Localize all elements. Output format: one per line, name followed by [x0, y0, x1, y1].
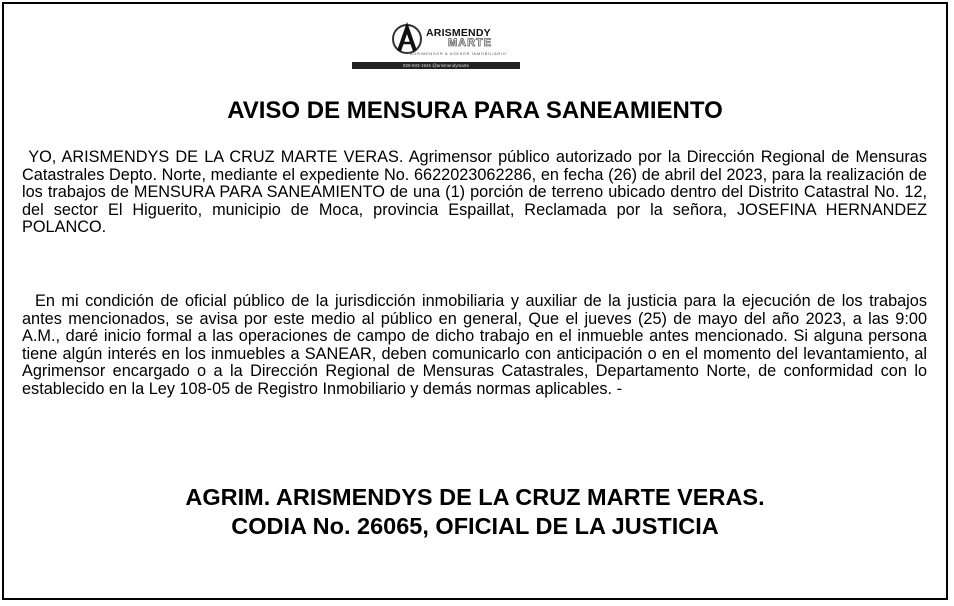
signature-name: AGRIM. ARISMENDYS DE LA CRUZ MARTE VERAS. [185, 484, 765, 510]
signature-credentials: CODIA No. 26065, OFICIAL DE LA JUSTICIA [231, 513, 719, 539]
notice-title: AVISO DE MENSURA PARA SANEAMIENTO [227, 97, 723, 124]
logo-wordmark-bottom: MARTE [448, 37, 493, 49]
logo-contact-bar: 829-933-1946 @arismendymarte [352, 62, 520, 69]
logo-tagline: AGRIMENSOR & ASESOR INMOBILIARIO [410, 51, 507, 56]
company-logo [352, 20, 520, 70]
logo-wordmark-top: ARISMENDY [426, 27, 491, 39]
notice-paragraph-2: En mi condición de oficial público de la jurisdicción inmobiliaria y auxiliar de la justicia para la ejecución de los trabajos antes mencionados, se avisa por este medio al público en general, Que el jueves (25) de mayo del año 2023, a las 9:00 A.M., daré inicio formal a las operaciones de campo de dicho trabajo en el inmueble antes mencionado. Si alguna persona tiene algún interés en los inmuebles a SANEAR, deben comunicarlo con anticipación o en el momento del levantamiento, al Agrimensor encargado o a la Dirección Regional de Mensuras Catastrales, Departamento Norte, de conformidad con lo establecido en la Ley 108-05 de Registro Inmobiliario y demás normas aplicables. - [22, 292, 932, 398]
notice-paragraph-1: YO, ARISMENDYS DE LA CRUZ MARTE VERAS. Agrimensor público autorizado por la Dirección Regional de Mensuras Catastrales Depto. Norte, mediante el expediente No. 6622023062286, en fecha (26) de abril del 2023, para la realización de los trabajos de MENSURA PARA SANEAMIENTO de una (1) porción de terreno ubicado dentro del Distrito Catastral No. 12, del sector El Higuerito, municipio de Moca, provincia Espaillat, Reclamada por la señora, JOSEFINA HERNANDEZ POLANCO. [22, 148, 932, 237]
